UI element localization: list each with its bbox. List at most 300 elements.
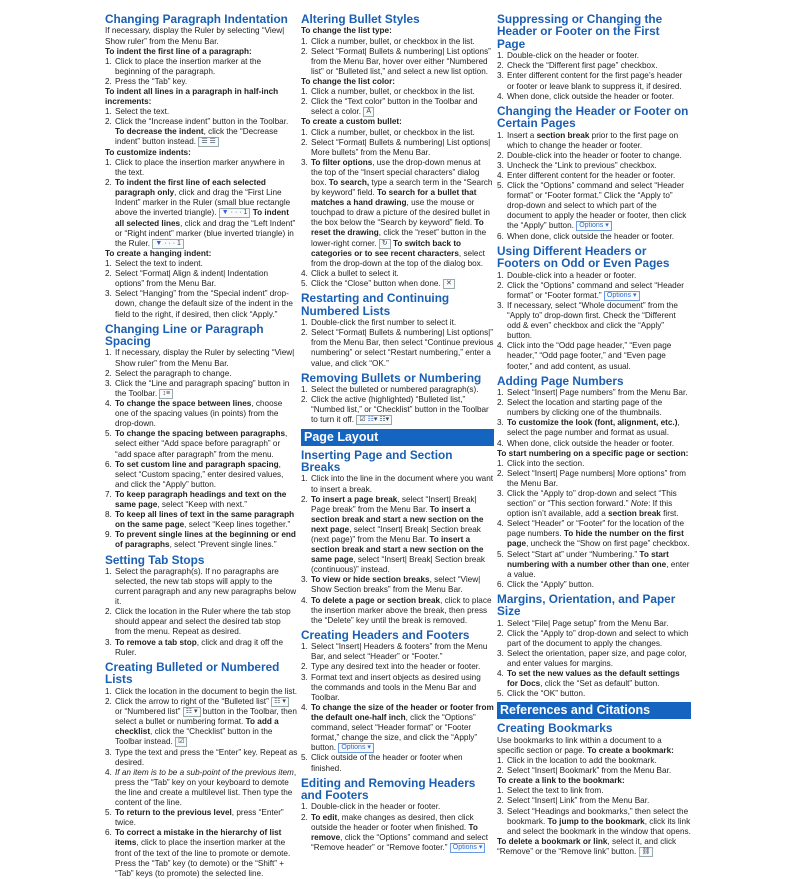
item-number: 4. bbox=[497, 91, 504, 101]
numbered-list bbox=[497, 131, 691, 242]
text-run: , press “Enter” twice. bbox=[115, 808, 284, 828]
item-number: 5. bbox=[497, 689, 504, 699]
bold-text: To jump to the bookmark bbox=[547, 816, 645, 826]
item-number: 3. bbox=[497, 418, 504, 428]
section-heading: Adding Page Numbers bbox=[497, 373, 624, 388]
text-run: Select “Insert| Link” from the Menu Bar. bbox=[507, 796, 650, 806]
numbered-list bbox=[497, 271, 691, 372]
text-run: Click a number, bullet, or checkbox in the list. bbox=[311, 36, 475, 46]
list-item bbox=[105, 530, 298, 550]
text-run: , click to place the insertion marker at the front of the text of the line to promote or demote. Press the “Tab” key (to demote) or the “Shift” + “Tab” keys (to promote) the selected line. bbox=[115, 838, 291, 878]
text-run: Select the paragraph to change. bbox=[115, 368, 232, 378]
section-heading: Changing the Header or Footer on Certain Pages bbox=[497, 103, 689, 131]
list-item bbox=[497, 281, 691, 301]
text-run: Double-click on the header or footer. bbox=[507, 51, 639, 61]
subheading: To indent all lines in a paragraph in half-inch increments: bbox=[105, 86, 279, 107]
text-run: Click in the location to add the bookmark. bbox=[507, 756, 657, 766]
bold-text: To search, bbox=[328, 177, 370, 187]
bold-text: To insert a section break and start a new section on the same page bbox=[311, 534, 484, 565]
list-item bbox=[497, 51, 691, 61]
bold-text: To decrease the indent bbox=[115, 127, 204, 137]
text-run: Select “Hanging” from the “Special indent” drop-down, change the default size of the indent in the field to the right, if desired, then click “Apply.” bbox=[115, 289, 293, 319]
numbered-list bbox=[301, 128, 494, 290]
item-number: 5. bbox=[497, 549, 504, 559]
text-run: Select “Format| Bullets & numbering| List options| More bullets” from the Menu Bar. bbox=[311, 137, 491, 157]
text-run: Select the text to indent. bbox=[115, 259, 203, 269]
list-item bbox=[105, 289, 298, 319]
item-number: 2. bbox=[497, 796, 504, 806]
list-item bbox=[105, 348, 298, 368]
text-run: , select “View| Show Section breaks” from the Menu Bar. bbox=[311, 575, 481, 595]
item-number: 3. bbox=[497, 488, 504, 498]
section-heading: Removing Bullets or Numbering bbox=[301, 370, 482, 385]
item-number: 4. bbox=[497, 341, 504, 351]
text-run: When done, click outside the header or footer. bbox=[507, 231, 675, 241]
bold-text: To set custom line and paragraph spacing bbox=[115, 459, 279, 469]
item-number: 1. bbox=[497, 458, 504, 468]
text-run: Enter different content for the header or footer. bbox=[507, 170, 676, 180]
text-run: first. bbox=[660, 509, 679, 519]
numbered-list bbox=[105, 57, 298, 87]
bold-text: To keep all lines of text in the same paragraph on the same page bbox=[115, 510, 295, 530]
text-run: When done, click outside the header or footer. bbox=[507, 91, 675, 101]
text-run: Select “File| Page setup” from the Menu Bar. bbox=[507, 618, 669, 628]
text-run: If necessary, display the Ruler by selecting “View| Show ruler” from the Menu Bar. bbox=[105, 26, 285, 46]
text-run: , click to place the insertion marker above the break, then press the “Delete” key until the break is removed. bbox=[311, 595, 492, 625]
list-item bbox=[497, 689, 691, 699]
text-run: , choose one of the spacing values (in points) from the drop-down. bbox=[115, 399, 283, 429]
list-item bbox=[105, 259, 298, 269]
text-run: , select from the drop-down at the top of the dialog box. bbox=[311, 248, 485, 268]
section-heading: Creating Bookmarks bbox=[497, 721, 613, 736]
item-number: 3. bbox=[497, 806, 504, 816]
text-run: Format text and insert objects as desired using the commands and tools in the Menu Bar and Toolbar. bbox=[311, 672, 481, 702]
item-number: 1. bbox=[301, 36, 308, 46]
item-number: 3. bbox=[105, 289, 112, 299]
item-number: 1. bbox=[105, 157, 112, 167]
bold-text: To filter options bbox=[311, 157, 373, 167]
text-run: Click the “Apply to” drop-down and select “This section” or “This section forward.” bbox=[507, 488, 677, 509]
text-run: : If this option isn’t available, add a bbox=[507, 499, 673, 519]
item-number: 6. bbox=[497, 579, 504, 589]
options-icon[interactable] bbox=[450, 843, 486, 853]
list-item bbox=[301, 813, 494, 854]
item-number: 3. bbox=[497, 160, 504, 170]
list-item bbox=[497, 519, 691, 549]
text-run: Select the paragraph(s). If no paragraphs are selected, the new tab stops will apply to the current paragraph and any new paragraphs below it. bbox=[115, 566, 297, 607]
column-2 bbox=[301, 13, 494, 853]
text-run: Click a bullet to select it. bbox=[311, 269, 399, 278]
section-heading: Changing Paragraph Indentation bbox=[105, 12, 288, 26]
list-item bbox=[497, 61, 691, 71]
item-number: 6. bbox=[497, 231, 504, 241]
list-item bbox=[497, 171, 691, 181]
subheading: To create a custom bullet: bbox=[301, 117, 402, 127]
list-item bbox=[105, 429, 298, 459]
text-run: Type any desired text into the header or footer. bbox=[311, 662, 481, 672]
section-heading: Suppressing or Changing the Header or Footer on the First Page bbox=[497, 12, 663, 51]
bold-text: To prevent single lines at the beginning or end of paragraphs bbox=[115, 530, 296, 550]
item-number: 2. bbox=[301, 328, 308, 338]
text-run: Click into the section. bbox=[507, 458, 585, 468]
text-run: , select “Insert| Break| Section break (next page)” from the Menu Bar. bbox=[311, 524, 481, 544]
list-item bbox=[497, 619, 691, 629]
text-run: Select “Header” or “Footer” for the location of the page numbers. bbox=[507, 519, 685, 539]
item-number: 1. bbox=[105, 56, 112, 66]
list-item bbox=[497, 796, 691, 806]
item-number: 2. bbox=[105, 368, 112, 378]
list-item bbox=[497, 786, 691, 796]
text-color-label: A bbox=[366, 108, 372, 116]
list-buttons-icon[interactable]: ☑ ☷▾ ☷▾ bbox=[356, 415, 392, 425]
text-run: prior to the first page on which to change the header or footer. bbox=[507, 130, 679, 150]
text-run: Click to place the insertion marker at the beginning of the paragraph. bbox=[115, 56, 262, 76]
list-item bbox=[301, 328, 494, 368]
text-run: Click a number, bullet, or checkbox in the list. bbox=[311, 86, 475, 96]
list-item bbox=[105, 379, 298, 399]
text-run: Click to place the insertion marker anywhere in the text. bbox=[115, 157, 285, 177]
list-item bbox=[105, 158, 298, 178]
list-item bbox=[497, 459, 691, 469]
text-run: Click the “Apply” button. bbox=[507, 579, 594, 589]
bold-text: To add a checklist bbox=[115, 717, 279, 737]
item-number: 2. bbox=[105, 76, 112, 86]
list-item bbox=[301, 575, 494, 595]
text-run: Double-click in the header or footer. bbox=[311, 802, 441, 812]
item-number: 4. bbox=[301, 595, 308, 605]
item-number: 2. bbox=[497, 468, 504, 478]
list-item bbox=[105, 638, 298, 658]
list-item bbox=[105, 567, 298, 607]
list-item bbox=[497, 756, 691, 766]
text-run: Click the “Options” command and select “Header format” or “Footer format.” bbox=[507, 280, 685, 300]
item-number: 4. bbox=[301, 269, 308, 278]
list-item bbox=[497, 469, 691, 489]
bold-text: To change the size of the header or footer from the default one-half inch bbox=[311, 702, 494, 722]
item-number: 5. bbox=[105, 429, 112, 439]
ruler-first-line-icon[interactable]: ▼ · · · 1 bbox=[219, 208, 251, 218]
item-number: 3. bbox=[497, 649, 504, 658]
text-run: Select “Format| Bullets & numbering| List options” from the Menu Bar, hover over either “Numbered list” or “Bulleted list,” and select a new list option. bbox=[311, 46, 491, 76]
bold-text: To indent all selected lines bbox=[115, 208, 289, 228]
text-run: or “Numbered list” bbox=[115, 707, 183, 717]
paragraph bbox=[497, 837, 691, 857]
options-label: Options bbox=[606, 291, 632, 299]
item-number: 7. bbox=[105, 489, 112, 499]
bold-text: To set the new values as the default settings for Docs bbox=[507, 669, 680, 689]
bold-text: To search for a bullet that matches a hand drawing bbox=[311, 188, 477, 208]
section-heading: Changing Line or Paragraph Spacing bbox=[105, 321, 264, 349]
section-heading: Inserting Page and Section Breaks bbox=[301, 447, 453, 474]
item-number: 5. bbox=[105, 808, 112, 818]
list-item bbox=[105, 808, 298, 828]
bold-text: To change the space between lines bbox=[115, 399, 252, 409]
bold-text: To remove bbox=[311, 822, 478, 842]
numbered-list bbox=[497, 786, 691, 836]
subheading: To create a link to the bookmark: bbox=[497, 776, 625, 786]
item-number: 2. bbox=[105, 117, 112, 127]
item-number: 1. bbox=[301, 802, 308, 812]
text-run: , click its link and select the bookmark in the window that opens. bbox=[507, 816, 691, 836]
bold-text: To insert a section break and start a new section on the next page bbox=[311, 504, 484, 534]
chevron-down-icon: ▾ bbox=[603, 222, 609, 230]
bold-text: To insert a page break bbox=[311, 494, 398, 504]
italic-text: Note bbox=[630, 499, 649, 509]
numbered-list bbox=[105, 348, 298, 550]
list-item bbox=[301, 596, 494, 626]
text-run: Insert a bbox=[507, 130, 537, 140]
ruler-first-line-label: 1 bbox=[243, 209, 248, 217]
numbered-list bbox=[497, 388, 691, 449]
text-run: , click the “Options” command and select “Remove header” or “Remove footer.” bbox=[311, 832, 489, 852]
numbered-list bbox=[301, 385, 494, 426]
list-item bbox=[105, 828, 298, 878]
item-number: 1. bbox=[105, 566, 112, 576]
text-run: Select “Insert| Page numbers” from the Menu Bar. bbox=[507, 388, 688, 398]
item-number: 2. bbox=[497, 628, 504, 638]
text-run: , click the “reset” button in the lower-right corner. bbox=[311, 228, 487, 248]
paragraph bbox=[105, 26, 298, 46]
bold-text: section break bbox=[608, 509, 661, 519]
chevron-down-icon: ▾ bbox=[476, 843, 483, 851]
numbered-list-icon[interactable]: ☷ ▾ bbox=[183, 707, 201, 717]
options-icon[interactable] bbox=[338, 743, 374, 753]
list-item bbox=[105, 687, 298, 697]
item-number: 4. bbox=[301, 702, 308, 712]
numbered-list bbox=[105, 259, 298, 320]
item-number: 1. bbox=[105, 107, 112, 117]
text-run: Select the text to link from. bbox=[507, 786, 604, 796]
bold-text: To hide the number on the first page bbox=[507, 529, 684, 549]
text-run: , select either “Add space before paragraph” or “add space after paragraph” from the menu. bbox=[115, 429, 288, 459]
text-run: Select “Insert| Bookmark” from the Menu Bar. bbox=[507, 766, 672, 776]
ruler-left-indent-icon[interactable]: ▼ · · · 1 bbox=[152, 239, 184, 249]
section-heading: Creating Headers and Footers bbox=[301, 627, 470, 642]
text-color-icon[interactable] bbox=[363, 107, 374, 117]
item-number: 3. bbox=[301, 672, 308, 682]
text-run: , make changes as desired, then click outside the header or footer when finished. bbox=[311, 812, 474, 832]
text-run: , click the “Options” command, select “Header format” or “Footer format,” change the size, and click the “Apply” button. bbox=[311, 712, 478, 753]
bold-text: To keep paragraph headings and text on the same page bbox=[115, 489, 287, 510]
section-banner: References and Citations bbox=[497, 702, 691, 719]
item-number: 2. bbox=[105, 269, 112, 279]
text-run: Click the “Increase indent” button in the Toolbar. bbox=[115, 117, 289, 127]
text-run: , click the “Decrease indent” button instead. bbox=[115, 127, 278, 147]
item-number: 1. bbox=[301, 474, 308, 484]
list-item bbox=[301, 395, 494, 425]
text-run: Select the location and starting page of the numbers by clicking one of the thumbnails. bbox=[507, 398, 663, 418]
item-number: 1. bbox=[497, 786, 504, 796]
list-item bbox=[497, 151, 691, 161]
text-run: Uncheck the “Link to previous” checkbox. bbox=[507, 160, 657, 170]
text-run: Click the “Text color” button in the Toolbar and select a color. bbox=[311, 97, 478, 117]
text-run: Click the “OK” button. bbox=[507, 689, 586, 699]
list-item bbox=[105, 107, 298, 117]
text-run: , select the page number and format as usual. bbox=[507, 418, 680, 438]
item-number: 2. bbox=[105, 177, 112, 187]
item-number: 1. bbox=[301, 86, 308, 96]
text-run: Select “Insert| Headers & footers” from the Menu Bar, and select “Header” or “Footer.” bbox=[311, 642, 488, 662]
subheading: To change the list color: bbox=[301, 76, 396, 86]
item-number: 1. bbox=[497, 270, 504, 280]
bold-text: To delete a page or section break bbox=[311, 595, 441, 605]
column-1 bbox=[105, 13, 298, 879]
item-number: 1. bbox=[497, 756, 504, 766]
list-item bbox=[301, 802, 494, 812]
list-item bbox=[301, 47, 494, 77]
list-item bbox=[301, 279, 494, 289]
text-run: , enter a value. bbox=[507, 559, 690, 579]
item-number: 2. bbox=[497, 280, 504, 290]
item-number: 2. bbox=[301, 662, 308, 672]
item-number: 1. bbox=[497, 618, 504, 628]
list-item bbox=[301, 642, 494, 662]
list-item bbox=[301, 753, 494, 773]
bulleted-list-icon[interactable]: ☷ ▾ bbox=[271, 697, 289, 707]
text-run: Click the “Close” button when done. bbox=[311, 279, 443, 289]
list-item bbox=[301, 138, 494, 158]
list-item bbox=[105, 460, 298, 490]
text-run: , select it, and click “Remove” or the “Remove link” button. bbox=[497, 836, 677, 857]
bold-text: To correct a mistake in the hierarchy of list items bbox=[115, 828, 282, 848]
numbered-list bbox=[497, 459, 691, 590]
list-item bbox=[105, 57, 298, 77]
text-run: When done, click outside the header or footer. bbox=[507, 438, 675, 448]
item-number: 2. bbox=[301, 395, 308, 405]
numbered-list bbox=[497, 51, 691, 101]
list-item bbox=[497, 232, 691, 242]
text-run: Click the active (highlighted) “Bulleted list,” “Numbed list,” or “Checklist” button in the Toolbar to turn it off. bbox=[311, 395, 489, 425]
text-run: button in the Toolbar, then select a bullet or numbering format. bbox=[115, 707, 297, 727]
item-number: 2. bbox=[497, 61, 504, 71]
text-run: Click outside of the header or footer when finished. bbox=[311, 753, 463, 773]
numbered-list bbox=[105, 567, 298, 658]
text-run: Double-click into the header or footer to change. bbox=[507, 150, 682, 160]
list-item bbox=[497, 489, 691, 519]
section-heading: Restarting and Continuing Numbered Lists bbox=[301, 291, 450, 318]
bold-text: To reset the drawing bbox=[311, 218, 484, 238]
list-item bbox=[105, 269, 298, 289]
list-item bbox=[497, 807, 691, 837]
item-number: 1. bbox=[497, 130, 504, 140]
text-run: Press the “Tab” key. bbox=[115, 76, 188, 86]
text-run: , click the “Checklist” button in the Toolbar instead. bbox=[115, 727, 273, 747]
item-number: 6. bbox=[105, 828, 112, 838]
item-number: 3. bbox=[105, 378, 112, 388]
options-label: Options bbox=[452, 843, 477, 851]
section-banner: Page Layout bbox=[301, 429, 494, 446]
bold-text: To customize the look (font, alignment, etc.) bbox=[507, 418, 678, 428]
item-number: 2. bbox=[301, 46, 308, 56]
item-number: 1. bbox=[105, 348, 112, 358]
item-number: 2. bbox=[497, 398, 504, 408]
text-run: Click into the line in the document where you want to insert a break. bbox=[311, 474, 494, 494]
text-run: Click the location in the Ruler where the tab stop should appear and select the desired tab stop from the menu. Repeat as desired. bbox=[115, 607, 291, 637]
list-item bbox=[301, 495, 494, 576]
text-run: Enter different content for the first page’s header or footer or leave blank to suppress it, if desired. bbox=[507, 71, 683, 91]
bold-text: To change the spacing between paragraphs bbox=[115, 429, 286, 439]
checklist-icon[interactable]: ☑ bbox=[175, 737, 187, 747]
item-number: 1. bbox=[301, 318, 308, 328]
item-number: 9. bbox=[105, 530, 112, 540]
text-run: , select “Keep with next.” bbox=[157, 500, 247, 510]
item-number: 2. bbox=[301, 137, 308, 147]
paragraph bbox=[497, 736, 691, 756]
list-item bbox=[105, 178, 298, 249]
list-item bbox=[497, 131, 691, 151]
list-item bbox=[301, 385, 494, 395]
list-item bbox=[105, 77, 298, 87]
close-icon[interactable]: ✕ bbox=[443, 279, 455, 289]
text-run: If necessary, select “Whole document” from the “Apply to” drop-down first. Check the “Different odd & even” checkbox and click the “Apply” button. bbox=[507, 300, 678, 341]
text-run: Select “Format| Align & indent| Indentation options” from the Menu Bar. bbox=[115, 269, 269, 289]
text-run: Use bookmarks to link within a document to a specific section or page. bbox=[497, 735, 662, 755]
list-item bbox=[497, 181, 691, 232]
options-label: Options bbox=[579, 222, 604, 230]
text-run: Select “Format| Bullets & numbering| List options|” from the Menu Bar, then select “Continue previous numbering” or select “Restart numbering,” enter a value, and click “OK.” bbox=[311, 328, 494, 368]
item-number: 3. bbox=[301, 575, 308, 585]
options-icon[interactable] bbox=[604, 291, 640, 301]
item-number: 4. bbox=[497, 669, 504, 679]
line-spacing-icon[interactable]: ↕≡ bbox=[159, 389, 173, 399]
text-run: Select the orientation, paper size, and page color, and enter values for margins. bbox=[507, 649, 687, 669]
section-heading: Editing and Removing Headers and Footers bbox=[301, 775, 476, 803]
item-number: 1. bbox=[105, 686, 112, 696]
item-number: 2. bbox=[497, 150, 504, 160]
italic-text: If an item is to be a sub-point of the previous item bbox=[115, 767, 294, 777]
list-item bbox=[301, 37, 494, 47]
text-run: , click and drag it off the Ruler. bbox=[115, 637, 284, 657]
text-run: Click the arrow to right of the “Bulleted list” bbox=[115, 696, 272, 706]
subheading: To create a hanging indent: bbox=[105, 248, 212, 258]
text-run: Double-click the first number to select it. bbox=[311, 318, 457, 328]
section-heading: Margins, Orientation, and Paper Size bbox=[497, 591, 676, 619]
list-item bbox=[497, 439, 691, 449]
remove-link-icon[interactable]: ⛓ bbox=[639, 847, 654, 857]
list-item bbox=[497, 580, 691, 590]
options-label: Options bbox=[341, 744, 366, 752]
reset-icon[interactable]: ↻ bbox=[379, 239, 391, 249]
item-number: 4. bbox=[497, 438, 504, 448]
numbered-list bbox=[301, 642, 494, 773]
section-heading: Using Different Headers or Footers on Odd or Even Pages bbox=[497, 243, 670, 271]
text-run: Select the text. bbox=[115, 107, 170, 117]
text-run: Click into the “Odd page header,” “Even page header,” “Odd page footer,” and “Even page footer,” and add content, as usual. bbox=[507, 341, 672, 371]
text-run: type a search term in the “Search by keyword” field. bbox=[311, 177, 493, 198]
text-run: , click and drag the “First Line Indent” marker in the Ruler (small blue rectangle above the inverted triangle). bbox=[115, 188, 291, 218]
list-item bbox=[497, 161, 691, 171]
numbered-list bbox=[301, 474, 494, 625]
list-item bbox=[497, 418, 691, 438]
list-item bbox=[497, 271, 691, 281]
item-number: 3. bbox=[497, 71, 504, 81]
options-icon[interactable] bbox=[576, 221, 612, 231]
item-number: 4. bbox=[105, 399, 112, 409]
text-run: Click the “Line and paragraph spacing” button in the Toolbar. bbox=[115, 378, 290, 398]
indent-buttons-icon[interactable]: ☰ ☰ bbox=[198, 137, 219, 147]
text-run: , use the mouse or touchpad to draw a picture of the desired bullet in the box below the “Search by keyword” field. bbox=[311, 198, 490, 228]
text-run: Check the “Different first page” checkbox. bbox=[507, 61, 658, 71]
item-number: 2. bbox=[301, 97, 308, 107]
chevron-down-icon: ▾ bbox=[631, 291, 637, 299]
text-run: , use the drop-down menus at the top of the “Insert special characters” dialog box. bbox=[311, 157, 481, 187]
bold-text: To return to the previous level bbox=[115, 808, 232, 818]
text-run: Select “Start at” under “Numbering.” bbox=[507, 549, 640, 559]
item-number: 2. bbox=[301, 812, 308, 822]
item-number: 4. bbox=[497, 519, 504, 529]
list-item bbox=[497, 92, 691, 102]
item-number: 2. bbox=[105, 696, 112, 706]
